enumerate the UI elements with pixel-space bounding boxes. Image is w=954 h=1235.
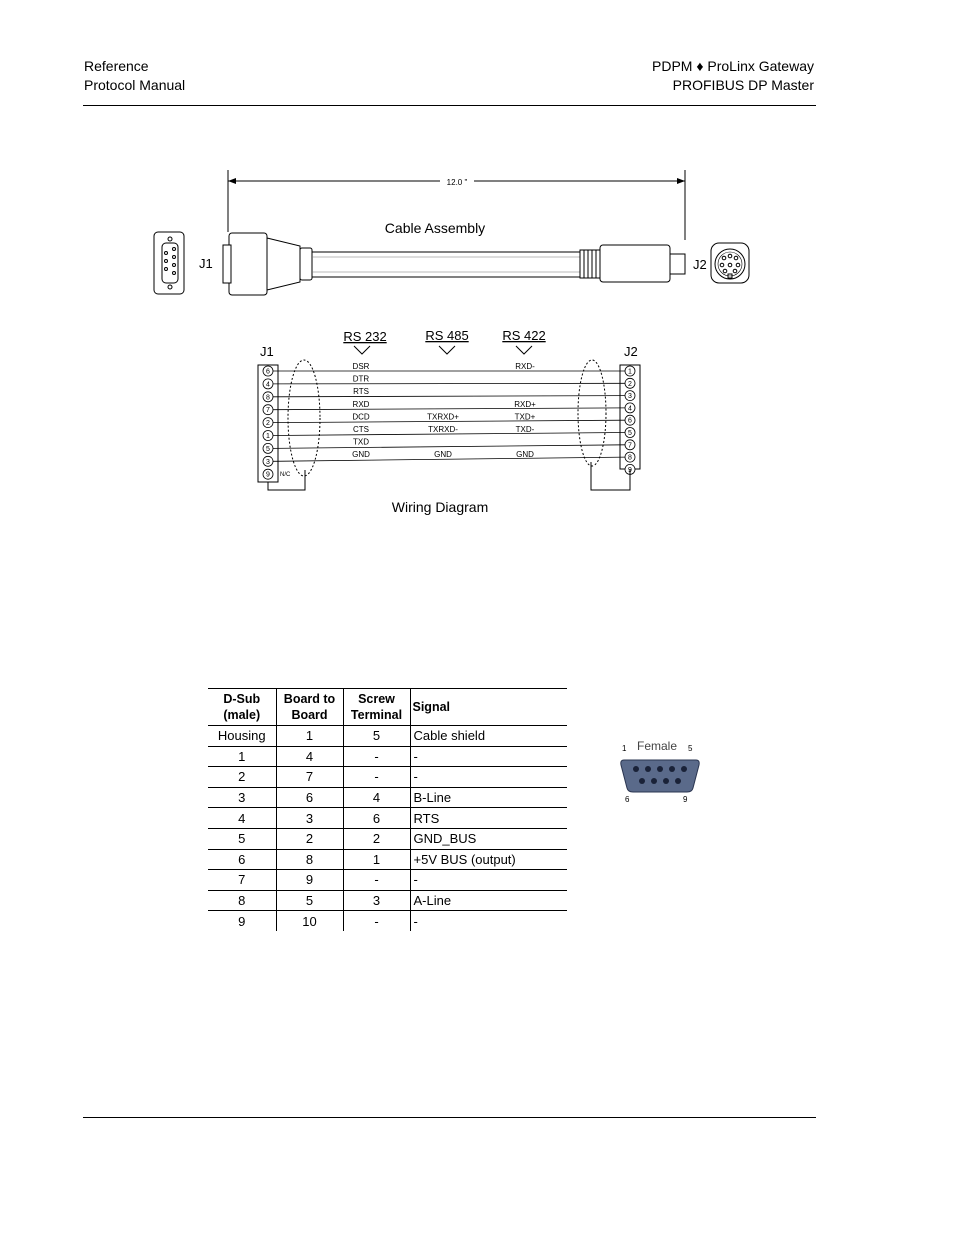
signal-label-rs232: DCD — [352, 412, 370, 422]
cell-screw: - — [343, 746, 410, 767]
nc-label: N/C — [280, 472, 291, 478]
signal-label-rs485: TXRXD+ — [427, 412, 459, 422]
cell-screw: 4 — [343, 787, 410, 808]
connector-pin-6-label: 6 — [625, 795, 630, 804]
rs422-chevron-icon — [516, 346, 532, 354]
j1-pin-number: 4 — [266, 381, 270, 389]
signal-label-rs485: GND — [434, 450, 452, 460]
cell-dsub: 5 — [208, 828, 276, 849]
cell-signal: - — [410, 746, 567, 767]
cell-signal: - — [410, 767, 567, 788]
cell-dsub: 7 — [208, 870, 276, 891]
rs232-column-heading: RS 232 — [343, 329, 387, 344]
cell-dsub: 4 — [208, 808, 276, 829]
j1-db9-face-icon — [154, 232, 184, 294]
cable-assembly-title: Cable Assembly — [384, 220, 486, 236]
signal-label-rs232: DTR — [352, 374, 370, 384]
cable-length-label: 12.0 " — [446, 178, 468, 187]
connector-female-label: Female — [637, 739, 678, 753]
j2-connector-body — [580, 245, 685, 282]
j2-pin-number: 7 — [628, 442, 632, 450]
j1-pin-number: 1 — [266, 433, 270, 440]
cell-signal: - — [410, 911, 567, 931]
cell-dsub: 6 — [208, 849, 276, 870]
cable-j1-label: J1 — [199, 256, 213, 271]
signal-label-rs232: TXD — [353, 437, 369, 447]
table-row — [208, 828, 567, 849]
table-row — [208, 911, 567, 931]
signal-wire — [273, 408, 625, 410]
table-row — [208, 870, 567, 891]
j2-pin-list — [625, 366, 635, 474]
table-row — [208, 746, 567, 767]
header-board-to-board: Board to Board — [276, 689, 343, 726]
table-row — [208, 849, 567, 870]
wiring-diagram-title: Wiring Diagram — [391, 499, 489, 515]
signal-label-rs232: CTS — [353, 425, 369, 434]
cell-dsub: Housing — [208, 726, 276, 747]
wiring-j1-label: J1 — [260, 344, 274, 359]
header-profibus: PROFIBUS DP Master — [672, 77, 814, 93]
j2-pin-number: 8 — [628, 454, 632, 462]
j1-pin-number: 2 — [266, 420, 270, 428]
wiring-j2-label: J2 — [624, 344, 638, 359]
cell-signal: Cable shield — [410, 726, 567, 747]
cell-board: 9 — [276, 870, 343, 891]
cell-board: 10 — [276, 911, 343, 931]
connector-pin-1-label: 1 — [622, 744, 627, 753]
cell-dsub: 8 — [208, 890, 276, 911]
rs232-chevron-icon — [354, 346, 370, 354]
j2-pin-number: 4 — [628, 405, 632, 413]
cell-board: 4 — [276, 746, 343, 767]
j2-pin-number: 9 — [628, 466, 632, 474]
signal-label-rs422: RXD- — [515, 362, 535, 371]
cell-board: 7 — [276, 767, 343, 788]
header-signal: Signal — [410, 689, 567, 726]
cell-screw: - — [343, 870, 410, 891]
cell-dsub: 2 — [208, 767, 276, 788]
j1-shield-ellipse — [288, 360, 320, 476]
signal-labels — [352, 362, 536, 459]
j1-pin-number: 9 — [266, 471, 270, 479]
cell-signal: GND_BUS — [410, 828, 567, 849]
j2-pin-number: 6 — [628, 417, 632, 425]
connector-pin-5-label: 5 — [688, 744, 693, 753]
signal-label-rs232: DSR — [352, 362, 370, 371]
cell-screw: - — [343, 911, 410, 931]
signal-wire — [273, 445, 625, 449]
cell-board: 3 — [276, 808, 343, 829]
cell-dsub: 9 — [238, 913, 246, 929]
cell-signal: B-Line — [410, 787, 567, 808]
j2-shield-ellipse — [578, 360, 606, 466]
table-row — [208, 767, 567, 788]
table-row — [208, 787, 567, 808]
signal-label-rs232: GND — [352, 450, 370, 460]
j2-mini-din-face-icon — [711, 243, 749, 283]
table-row — [208, 726, 567, 747]
j1-connector-body — [223, 233, 312, 295]
header-protocol-manual: Protocol Manual — [84, 77, 186, 93]
cable-body — [312, 252, 580, 277]
signal-label-rs232: RXD — [352, 399, 370, 409]
signal-label-rs422: RXD+ — [514, 399, 536, 409]
cell-screw: 3 — [343, 890, 410, 911]
cell-screw: 5 — [343, 726, 410, 747]
cell-dsub: 1 — [208, 746, 276, 767]
cell-screw: 2 — [343, 828, 410, 849]
j1-pin-number: 7 — [266, 407, 270, 415]
cell-screw: 6 — [343, 808, 410, 829]
cable-diagram — [0, 0, 954, 540]
db9-shell-icon — [621, 760, 699, 792]
signal-label-rs232: RTS — [353, 387, 369, 397]
j1-pin-number: 8 — [266, 394, 270, 402]
cell-screw: - — [343, 767, 410, 788]
j2-pin-number: 5 — [628, 430, 632, 437]
j2-pin-number: 1 — [628, 368, 632, 376]
pinout-table — [208, 688, 567, 931]
signal-label-rs422: GND — [516, 450, 534, 460]
cell-screw: 1 — [343, 849, 410, 870]
cell-signal: RTS — [410, 808, 567, 829]
signal-label-rs422: TXD+ — [514, 412, 536, 422]
j2-pin-number: 2 — [628, 380, 632, 388]
table-row — [208, 808, 567, 829]
cell-board: 8 — [276, 849, 343, 870]
j1-pin-list — [263, 366, 273, 479]
cell-board: 5 — [276, 890, 343, 911]
cell-board: 1 — [276, 726, 343, 747]
cell-signal: +5V BUS (output) — [410, 849, 567, 870]
signal-label-rs422: TXD- — [515, 425, 535, 434]
cell-dsub: 3 — [208, 787, 276, 808]
j1-pin-number: 6 — [266, 368, 270, 376]
signal-wire — [273, 396, 625, 397]
cell-board: 2 — [276, 828, 343, 849]
rs422-column-heading: RS 422 — [502, 328, 546, 343]
table-row — [208, 890, 567, 911]
header-product: PDPM ♦ ProLinx Gateway — [652, 58, 814, 74]
header-dsub: D-Sub (male) — [208, 689, 276, 726]
rs485-column-heading: RS 485 — [425, 328, 469, 343]
j1-pin-number: 5 — [266, 445, 270, 453]
rs485-chevron-icon — [439, 346, 455, 354]
pinout-header-row — [208, 689, 567, 726]
signal-wire — [273, 383, 625, 384]
header-screw-terminal: Screw Terminal — [343, 689, 410, 726]
j2-pin-number: 3 — [628, 393, 632, 401]
female-db9-connector — [612, 736, 722, 808]
cable-j2-label: J2 — [693, 257, 707, 272]
cell-signal: - — [410, 870, 567, 891]
header-reference: Reference — [84, 58, 149, 74]
signal-label-rs485: TXRXD- — [428, 425, 458, 434]
j1-pin-number: 3 — [266, 458, 270, 466]
footer-rule — [83, 1117, 816, 1118]
connector-pin-9-label: 9 — [683, 795, 688, 804]
cell-board: 6 — [276, 787, 343, 808]
cell-signal: A-Line — [410, 890, 567, 911]
